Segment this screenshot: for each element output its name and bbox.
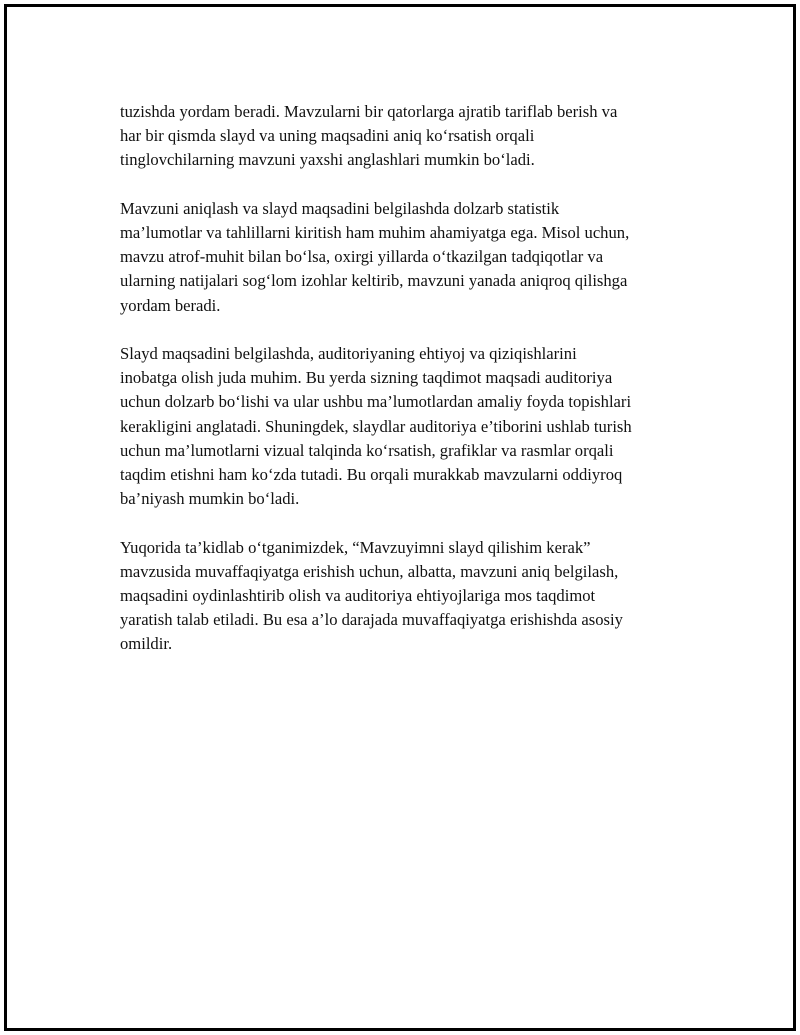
document-page xyxy=(4,4,796,1031)
text-line: mavzu atrof-muhit bilan bo‘lsa, oxirgi yillarda o‘tkazilgan tadqiqotlar va xyxy=(120,247,604,267)
document-body xyxy=(120,100,700,681)
text-line: har bir qismda slayd va uning maqsadini aniq ko‘rsatish orqali xyxy=(120,126,535,146)
text-line: kerakligini anglatadi. Shuningdek, slaydlar auditoriya e’tiborini ushlab turish xyxy=(120,416,632,436)
paragraph-3 xyxy=(120,342,700,511)
text-line: yordam beradi. xyxy=(120,295,221,315)
text-line: yaratish talab etiladi. Bu esa a’lo darajada muvaffaqiyatga erishishda asosiy xyxy=(120,610,623,630)
text-line: Yuqorida ta’kidlab o‘tganimizdek, “Mavzuyimni slayd qilishim kerak” xyxy=(120,537,591,557)
paragraph-4 xyxy=(120,536,700,657)
text-line: inobatga olish juda muhim. Bu yerda sizning taqdimot maqsadi auditoriya xyxy=(120,368,613,388)
text-line: tinglovchilarning mavzuni yaxshi anglashlari mumkin bo‘ladi. xyxy=(120,150,535,170)
text-line: Mavzuni aniqlash va slayd maqsadini belgilashda dolzarb statistik xyxy=(120,198,560,218)
text-line: mavzusida muvaffaqiyatga erishish uchun, albatta, mavzuni aniq belgilash, xyxy=(120,561,619,581)
text-line: ularning natijalari sog‘lom izohlar keltirib, mavzuni yanada aniqroq qilishga xyxy=(120,271,628,291)
text-line: omildir. xyxy=(120,634,173,654)
text-line: ba’niyash mumkin bo‘ladi. xyxy=(120,489,300,509)
text-line: maqsadini oydinlashtirib olish va auditoriya ehtiyojlariga mos taqdimot xyxy=(120,586,596,606)
text-line: tuzishda yordam beradi. Mavzularni bir qatorlarga ajratib tariflab berish va xyxy=(120,102,618,121)
text-line: uchun dolzarb bo‘lishi va ular ushbu ma’lumotlardan amaliy foyda topishlari xyxy=(120,392,632,412)
text-line: Slayd maqsadini belgilashda, auditoriyaning ehtiyoj va qiziqishlarini xyxy=(120,344,577,363)
paragraph-2 xyxy=(120,197,700,318)
text-line: uchun ma’lumotlarni vizual talqinda ko‘rsatish, grafiklar va rasmlar orqali xyxy=(120,440,614,460)
text-line: taqdim etishni ham ko‘zda tutadi. Bu orqali murakkab mavzularni oddiyroq xyxy=(120,465,623,485)
paragraph-1 xyxy=(120,100,700,173)
text-line: ma’lumotlar va tahlillarni kiritish ham muhim ahamiyatga ega. Misol uchun, xyxy=(120,223,630,242)
